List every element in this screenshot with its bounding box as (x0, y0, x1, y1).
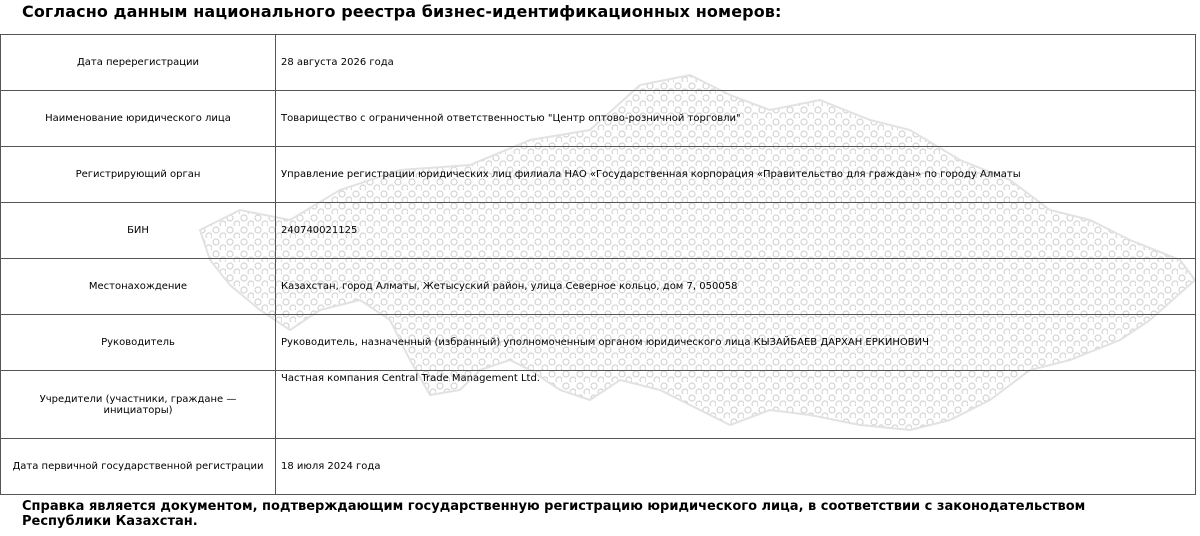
row-label: Дата первичной государственной регистрации (1, 439, 276, 495)
row-label: Наименование юридического лица (1, 91, 276, 147)
row-value: Частная компания Central Trade Management Ltd. (276, 371, 1196, 439)
row-value: 18 июля 2024 года (276, 439, 1196, 495)
row-value: 240740021125 (276, 203, 1196, 259)
row-value: Товарищество с ограниченной ответственностью "Центр оптово-розничной торговли" (276, 91, 1196, 147)
footer-note: Справка является документом, подтверждающим государственную регистрацию юридического лица, в соответствии с законодательством Республики Казахстан. (22, 499, 1086, 529)
table-row (1, 259, 1196, 315)
row-value: 28 августа 2026 года (276, 35, 1196, 91)
table-row (1, 439, 1196, 495)
row-label: Дата перерегистрации (1, 35, 276, 91)
row-label: Местонахождение (1, 259, 276, 315)
table-row (1, 203, 1196, 259)
row-label: Регистрирующий орган (1, 147, 276, 203)
page-title: Согласно данным национального реестра бизнес-идентификационных номеров: (22, 2, 782, 21)
row-value: Руководитель, назначенный (избранный) уполномоченным органом юридического лица КЫЗАЙБАЕВ ДАРХАН ЕРКИНОВИЧ (276, 315, 1196, 371)
table-row (1, 315, 1196, 371)
table-row (1, 147, 1196, 203)
row-label: Руководитель (1, 315, 276, 371)
row-label: Учредители (участники, граждане — инициаторы) (1, 371, 276, 439)
registration-table (0, 34, 1196, 495)
table-row (1, 371, 1196, 439)
row-value: Казахстан, город Алматы, Жетысуский район, улица Северное кольцо, дом 7, 050058 (276, 259, 1196, 315)
row-value: Управление регистрации юридических лиц филиала НАО «Государственная корпорация «Правительство для граждан» по городу Алматы (276, 147, 1196, 203)
table-row (1, 91, 1196, 147)
table-row (1, 35, 1196, 91)
row-label: БИН (1, 203, 276, 259)
